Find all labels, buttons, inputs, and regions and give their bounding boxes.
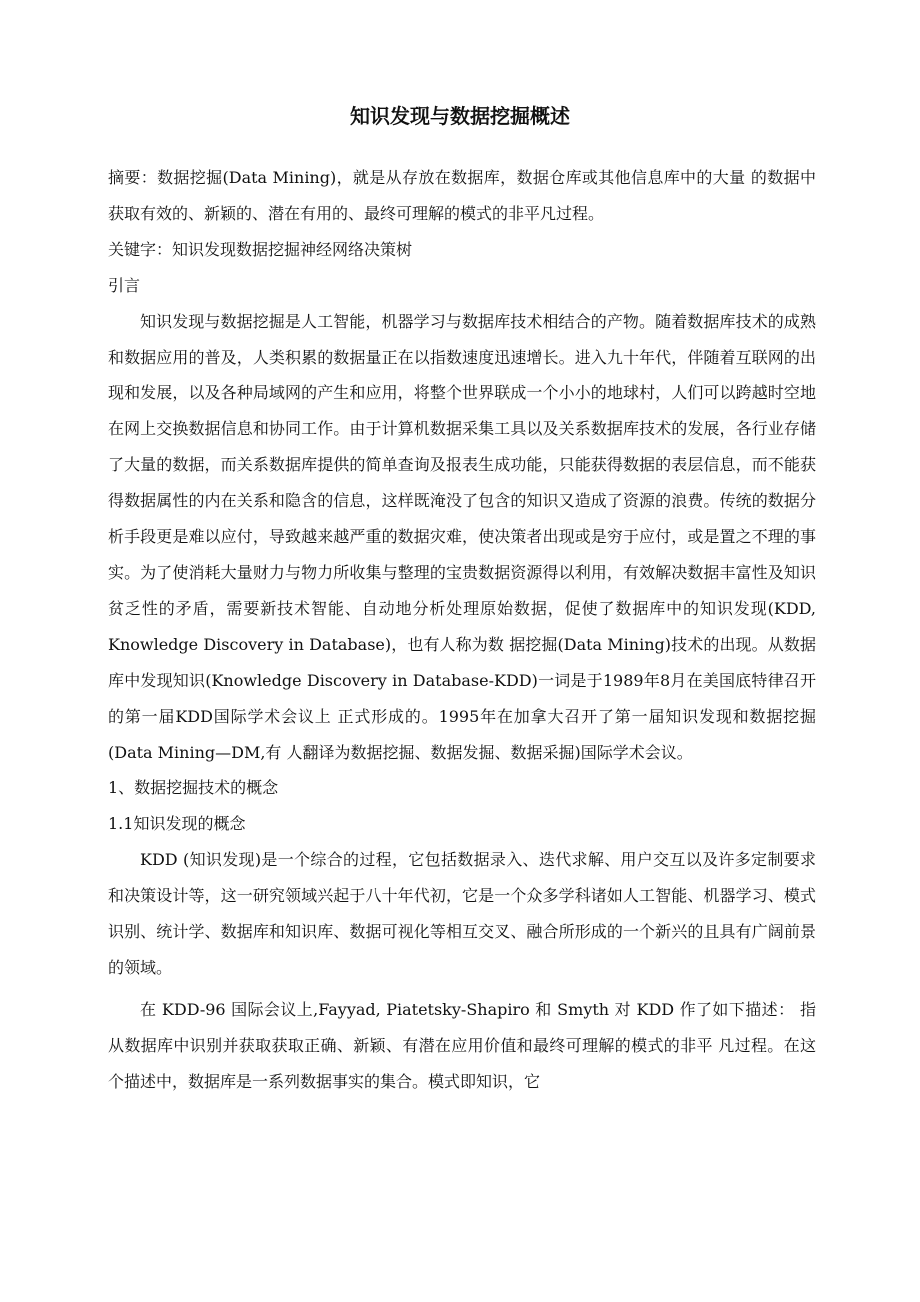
intro-heading: 引言	[108, 275, 141, 295]
intro-paragraph: 知识发现与数据挖掘是人工智能，机器学习与数据库技术相结合的产物。随着数据库技术的成熟和数据应用的普及，人类积累的数据量正在以指数速度迅速增长。进入九十年代，伴随着互联网的出现和发展，以及各种局域网的产生和应用，将整个世界联成一个小小的地球村，人们可以跨越时空地在网上交换数据信息和协同工作。由于计算机数据采集工具以及关系数据库技术的发展，各行业存储了大量的数据，而关系数据库提供的简单查询及报表生成功能，只能获得数据的表层信息，而不能获得数据属性的内在关系和隐含的信息，这样既淹没了包含的知识又造成了资源的浪费。传统的数据分析手段更是难以应付，导致越来越严重的数据灾难，使决策者出现或是穷于应付，或是置之不理的事实。为了使消耗大量财力与物力所收集与整理的宝贵数据资源得以利用，有效解决数据丰富性及知识贫乏性的矛盾，需要新技术智能、自动地分析处理原始数据，促使了数据库中的知识发现(KDD, Knowledge Discovery in Database)，也有人称为数 据挖掘(Data Mining)技术的出现。从数据库中发现知识(Knowledge Discovery in Database-KDD)一词是于1989年8月在美国底特律召开的第一届KDD国际学术会议上 正式形成的。1995年在加拿大召开了第一届知识发现和数据挖掘(Data Mining—DM,有 人翻译为数据挖掘、数据发掘、数据采掘)国际学术会议。	[108, 311, 816, 762]
section-heading-1-1: 1.1知识发现的概念	[108, 814, 246, 834]
keywords-line: 关键字：知识发现数据挖掘神经网络决策树	[108, 239, 413, 259]
fayyad-paragraph: 在 KDD-96 国际会议上,Fayyad, Piatetsky-Shapiro 和 Smyth 对 KDD 作了如下描述： 指从数据库中识别并获取获取正确、新颖、有潜在应用价值和最终可理解的模式的非平 凡过程。在这个描述中，数据库是一系列数据事实的集合。模式即知识，它	[108, 999, 816, 1091]
abstract-paragraph: 摘要：数据挖掘(Data Mining)，就是从存放在数据库，数据仓库或其他信息库中的大量 的数据中获取有效的、新颖的、潜在有用的、最终可理解的模式的非平凡过程。	[108, 168, 816, 223]
kdd-paragraph: KDD (知识发现)是一个综合的过程，它包括数据录入、迭代求解、用户交互以及许多定制要求和决策设计等，这一研究领域兴起于八十年代初，它是一个众多学科诸如人工智能、机器学习、模式识别、统计学、数据库和知识库、数据可视化等相互交叉、融合所形成的一个新兴的且具有广阔前景的领域。	[108, 850, 816, 977]
document-body	[108, 160, 816, 1100]
section-heading-1: 1、数据挖掘技术的概念	[108, 778, 279, 798]
document-title: 知识发现与数据挖掘概述	[350, 104, 570, 128]
